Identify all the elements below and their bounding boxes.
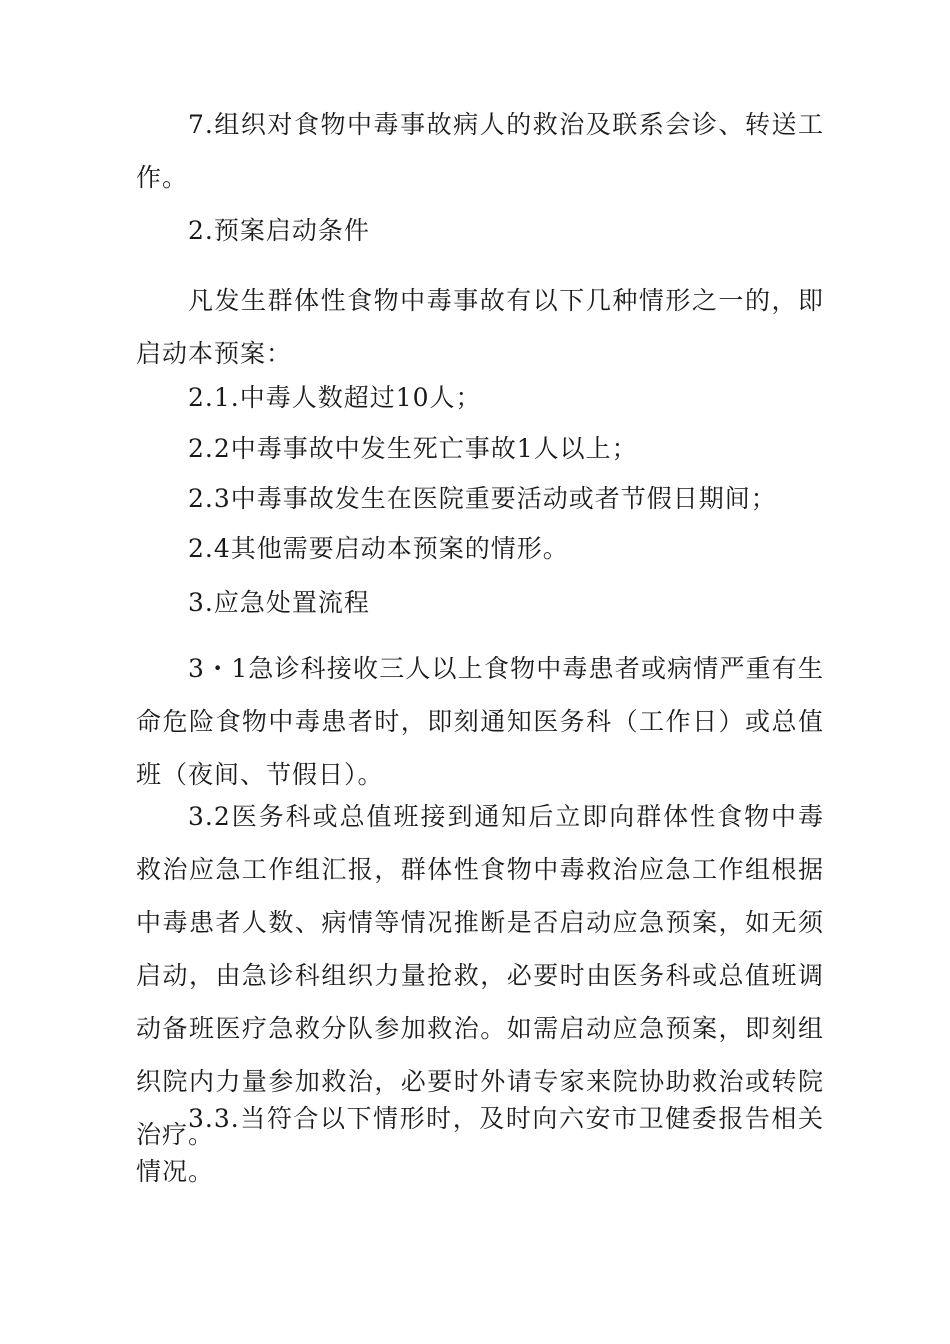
list-item-2-3: 2.3中毒事故发生在医院重要活动或者节假日期间；: [188, 484, 777, 513]
list-item-2-4: 2.4其他需要启动本预案的情形。: [188, 534, 569, 563]
paragraph-3-3: 3.3.当符合以下情形时，及时向六安市卫健委报告相关 情况。: [136, 1104, 824, 1186]
paragraph-section-2-intro: 凡发生群体性食物中毒事故有以下几种情形之一的，即 启动本预案：: [136, 286, 824, 368]
paragraph-3-2: 3.2医务科或总值班接到通知后立即向群体性食物中毒 救治应急工作组汇报，群体性食物中毒救治应急工作组根据 中毒患者人数、病情等情况推断是否启动应急预案，如无须 启动，由急诊科组织力量抢救，必要时由医务科或总值班调 动备班医疗急救分队参加救治。如需启动应急预案，即刻组 织院内力量参加救治，必要时外请专家来院协助救治或转院 治疗。: [136, 802, 824, 1149]
paragraph-item-7: 7.组织对食物中毒事故病人的救治及联系会诊、转送工作。: [136, 110, 824, 192]
heading-section-2: 2.预案启动条件: [188, 216, 370, 245]
heading-section-3: 3.应急处置流程: [188, 588, 370, 617]
list-item-2-1: 2.1.中毒人数超过10人；: [188, 383, 482, 412]
list-item-2-2: 2.2中毒事故中发生死亡事故1人以上；: [188, 434, 638, 463]
paragraph-3-1: 3・1急诊科接收三人以上食物中毒患者或病情严重有生 命危险食物中毒患者时，即刻通知医务科（工作日）或总值 班（夜间、节假日）。: [136, 654, 824, 789]
